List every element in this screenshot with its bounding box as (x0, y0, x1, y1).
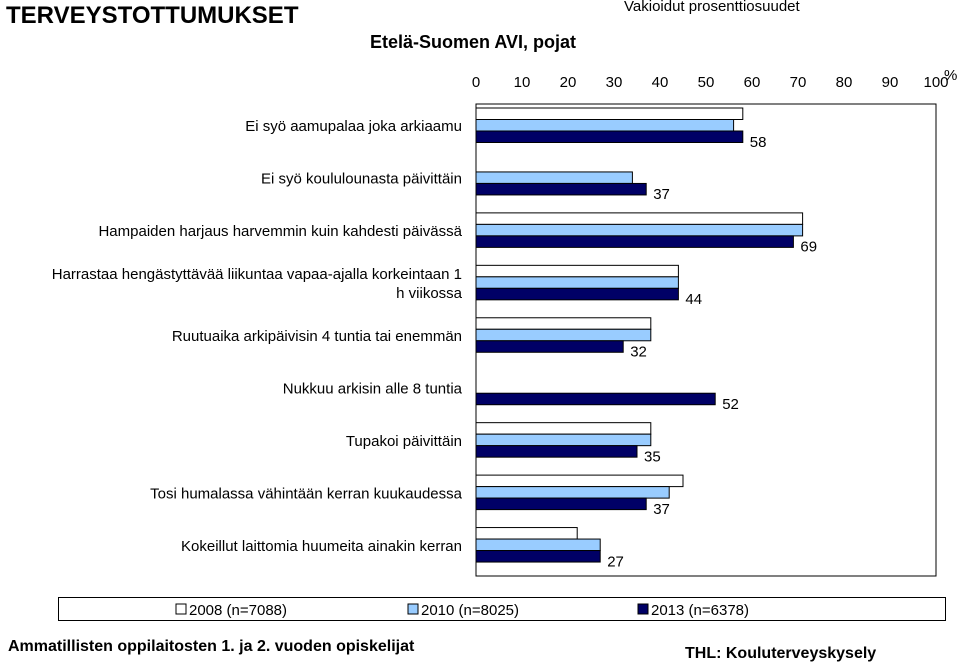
chart-legend (58, 597, 946, 621)
x-tick-label: 70 (789, 74, 807, 91)
bar (476, 213, 803, 225)
x-tick-label: 100 (923, 74, 949, 91)
chart-note: Vakioidut prosenttiosuudet (624, 0, 800, 15)
bar (476, 393, 715, 405)
bar (476, 423, 651, 435)
footer-source-population: Ammatillisten oppilaitosten 1. ja 2. vuoden opiskelijat (8, 638, 415, 655)
data-label: 58 (749, 133, 767, 151)
x-tick-label: 10 (513, 74, 531, 91)
bar (476, 528, 577, 540)
category-label: Tosi humalassa vähintään kerran kuukaudessa (150, 485, 462, 503)
bar (476, 475, 683, 487)
x-tick-label: 20 (559, 74, 577, 91)
footer-source: THL: Kouluterveyskysely (685, 645, 877, 662)
category-label: h viikossa (396, 285, 462, 303)
bar (476, 341, 623, 353)
bar (476, 236, 793, 248)
bar (476, 183, 646, 195)
x-tick-label: 0 (471, 74, 481, 91)
data-label: 37 (653, 500, 670, 518)
x-tick-label: 30 (605, 74, 623, 91)
bar (476, 277, 678, 289)
bar (476, 498, 646, 510)
category-label: Nukkuu arkisin alle 8 tuntia (282, 380, 462, 398)
x-tick-label: 80 (835, 74, 853, 91)
bar (476, 446, 637, 458)
category-label: Harrastaa hengästyttävää liikuntaa vapaa-ajalla korkeintaan 1 (51, 266, 462, 284)
data-label: 35 (644, 448, 661, 466)
x-tick-label: 60 (743, 74, 761, 91)
bar (476, 434, 651, 446)
category-label: Ei syö aamupalaa joka arkiaamu (245, 118, 462, 136)
x-tick-label: 90 (881, 74, 899, 91)
legend-label: 2008 (n=7088) (189, 602, 287, 619)
bar (476, 120, 734, 132)
x-axis-unit: % (944, 67, 958, 84)
data-label: 44 (685, 291, 703, 309)
page-title: TERVEYSTOTTUMUKSET (6, 2, 299, 29)
bar (476, 108, 743, 120)
data-label: 32 (630, 343, 647, 361)
category-label: Ei syö koululounasta päivittäin (261, 170, 462, 188)
bar (476, 172, 632, 184)
chart-subtitle: Etelä-Suomen AVI, pojat (370, 32, 577, 52)
category-label: Kokeillut laittomia huumeita ainakin kerran (181, 537, 462, 555)
category-label: Tupakoi päivittäin (345, 432, 462, 450)
bar (476, 329, 651, 341)
data-label: 37 (653, 186, 670, 204)
category-label: Ruutuaika arkipäivisin 4 tuntia tai enemmän (171, 328, 462, 345)
bar (476, 487, 669, 499)
bar (476, 288, 678, 300)
data-label: 69 (800, 238, 818, 256)
x-tick-label: 40 (651, 74, 669, 91)
data-label: 52 (722, 395, 739, 413)
bar (476, 265, 678, 277)
bar (476, 131, 743, 143)
bar (476, 539, 600, 551)
x-tick-label: 50 (697, 74, 715, 91)
bar (476, 318, 651, 330)
legend-label: 2013 (n=6378) (651, 602, 749, 619)
data-label: 27 (607, 553, 624, 571)
bar (476, 224, 803, 236)
bar (476, 551, 600, 563)
category-label: Hampaiden harjaus harvemmin kuin kahdesti päivässä (98, 223, 462, 241)
legend-label: 2010 (n=8025) (421, 602, 519, 619)
